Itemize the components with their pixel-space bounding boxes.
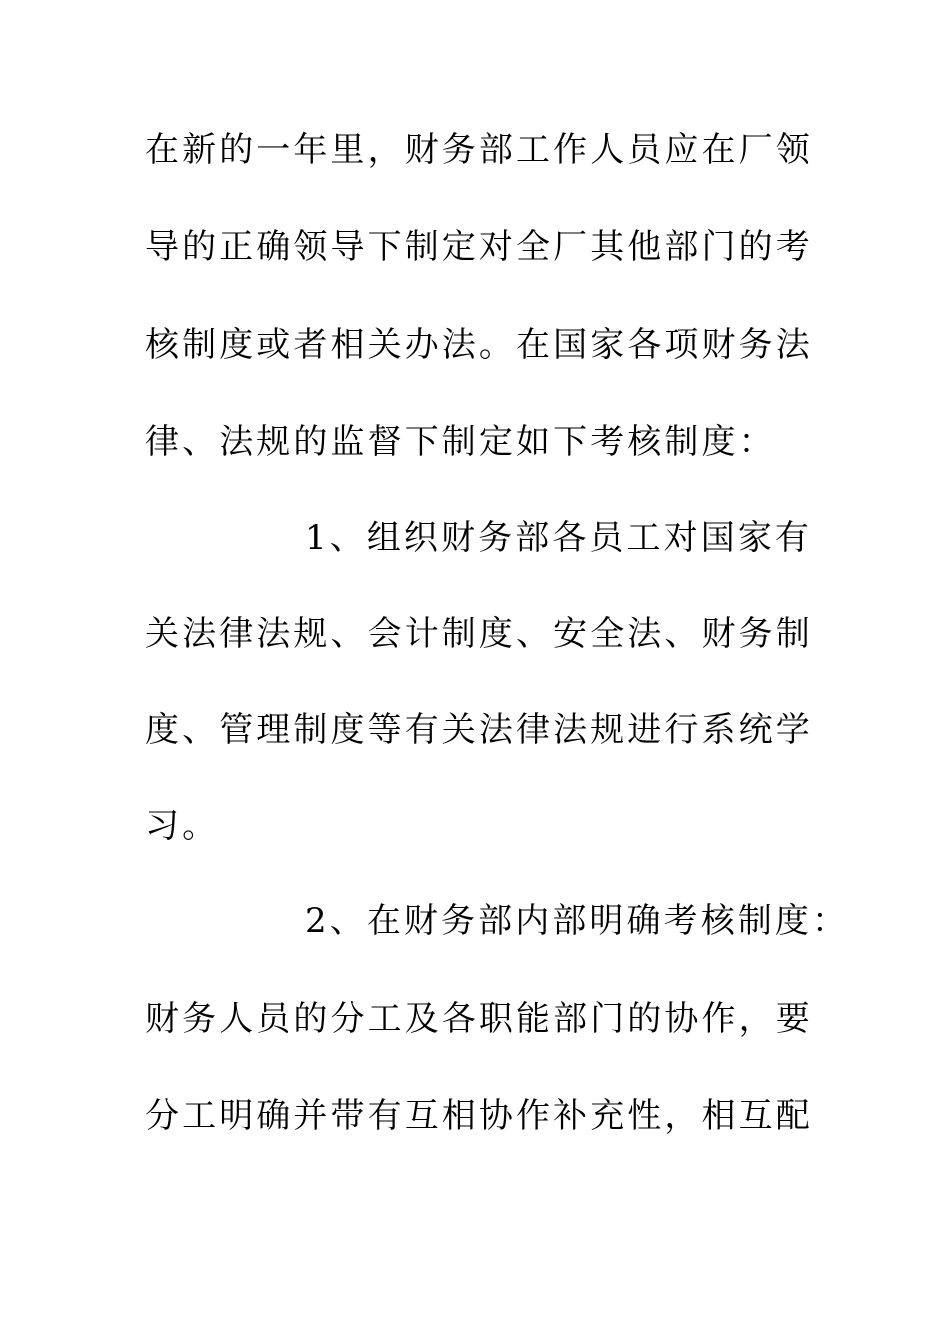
paragraph-line: 度、管理制度等有关法律法规进行系统学 xyxy=(145,710,813,750)
paragraph-line: 分工明确并带有互相协作补充性，相互配 xyxy=(145,1096,813,1136)
paragraph-line: 财务人员的分工及各职能部门的协作，要 xyxy=(145,999,813,1039)
paragraph-line: 导的正确领导下制定对全厂其他部门的考 xyxy=(145,227,813,267)
paragraph-line: 关法律法规、会计制度、安全法、财务制 xyxy=(145,614,813,654)
list-item-1-line: 1、组织财务部各员工对国家有 xyxy=(305,518,813,558)
paragraph-line: 核制度或者相关办法。在国家各项财务法 xyxy=(145,325,813,365)
paragraph-line: 律、法规的监督下制定如下考核制度： xyxy=(145,422,776,462)
paragraph-line: 习。 xyxy=(145,806,220,846)
paragraph-line: 在新的一年里，财务部工作人员应在厂领 xyxy=(145,130,813,170)
list-item-2-line: 2、在财务部内部明确考核制度： xyxy=(305,901,850,941)
